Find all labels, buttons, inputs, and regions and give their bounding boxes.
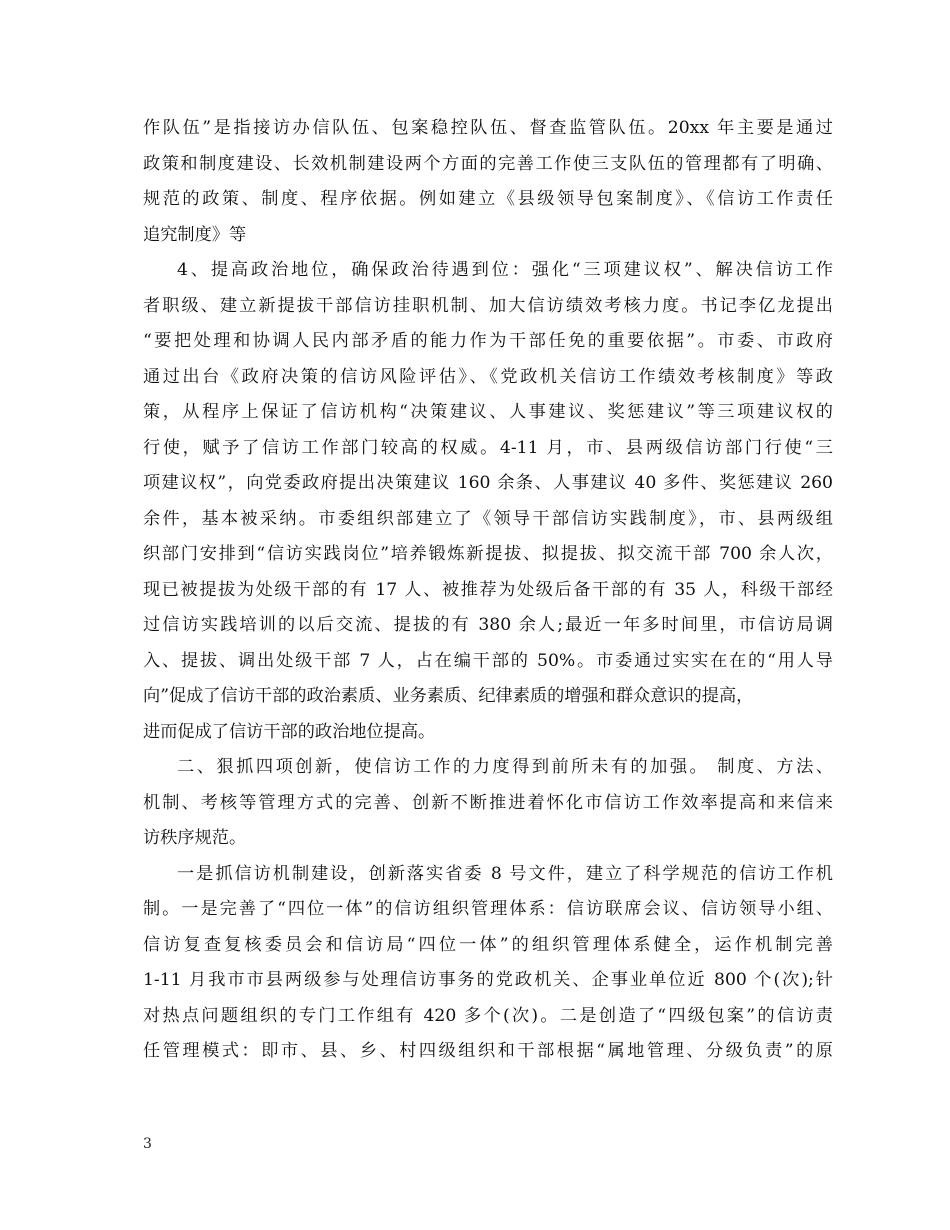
text-line: 4、提高政治地位，确保政治待遇到位：强化“三项建议权”、解决信访工作 <box>177 260 833 280</box>
text-line: 向”促成了信访干部的政治素质、业务素质、纪律素质的增强和群众意识的提高， <box>143 686 754 706</box>
text-line: 通过出台《政府决策的信访风险评估》、《党政机关信访工作绩效考核制度》等政 <box>143 366 833 387</box>
text-line: 规范的政策、制度、程序依据。例如建立《县级领导包案制度》、《信访工作责任 <box>143 189 833 209</box>
text-line: 追究制度》等 <box>143 224 247 245</box>
document-body <box>143 111 833 1070</box>
text-line: 作队伍”是指接访办信队伍、包案稳控队伍、督查监管队伍。20xx 年主要是通过 <box>143 118 833 138</box>
text-line: 现已被提拔为处级干部的有 17 人、被推荐为处级后备干部的有 35 人，科级干部经 <box>143 579 833 600</box>
text-line: 余件，基本被采纳。市委组织部建立了《领导干部信访实践制度》，市、县两级组 <box>143 508 833 529</box>
text-line: 进而促成了信访干部的政治地位提高。 <box>143 721 436 742</box>
text-line: “要把处理和协调人民内部矛盾的能力作为干部任免的重要依据”。市委、市政府 <box>143 331 833 351</box>
text-line: 织部门安排到“信访实践岗位”培养锻炼新提拔、拟提拔、拟交流干部 700 余人次， <box>143 544 833 564</box>
page-number: 3 <box>143 1136 152 1152</box>
text-line: 1-11 月我市市县两级参与处理信访事务的党政机关、企事业单位近 800 个(次);针 <box>143 970 833 990</box>
text-line: 访秩序规范。 <box>143 828 247 848</box>
text-line: 信访复查复核委员会和信访局“四位一体”的组织管理体系健全，运作机制完善 <box>143 934 833 955</box>
text-line: 者职级、建立新提拔干部信访挂职机制、加大信访绩效考核力度。书记李亿龙提出 <box>143 295 833 316</box>
text-line: 项建议权”，向党委政府提出决策建议 160 余条、人事建议 40 多件、奖惩建议 260 <box>143 473 833 493</box>
text-line: 策，从程序上保证了信访机构“决策建议、人事建议、奖惩建议”等三项建议权的 <box>143 402 833 422</box>
text-line: 二、狠抓四项创新，使信访工作的力度得到前所未有的加强。 制度、方法、 <box>177 757 833 777</box>
text-line: 制。一是完善了“四位一体”的信访组织管理体系：信访联席会议、信访领导小组、 <box>143 899 833 919</box>
text-line: 对热点问题组织的专门工作组有 420 多个(次)。二是创造了“四级包案”的信访责 <box>143 1005 833 1026</box>
text-line: 入、提拔、调出处级干部 7 人，占在编干部的 50%。市委通过实实在在的“用人导 <box>143 650 833 671</box>
text-line: 任管理模式：即市、县、乡、村四级组织和干部根据“属地管理、分级负责”的原 <box>143 1041 833 1061</box>
text-line: 行使，赋予了信访工作部门较高的权威。4-11 月，市、县两级信访部门行使“三 <box>143 437 833 458</box>
text-line: 过信访实践培训的以后交流、提拔的有 380 余人;最近一年多时间里，市信访局调 <box>143 615 833 635</box>
text-line: 机制、考核等管理方式的完善、创新不断推进着怀化市信访工作效率提高和来信来 <box>143 792 833 813</box>
text-line: 一是抓信访机制建设，创新落实省委 8 号文件，建立了科学规范的信访工作机 <box>177 863 833 884</box>
text-line: 政策和制度建设、长效机制建设两个方面的完善工作使三支队伍的管理都有了明确、 <box>143 153 833 174</box>
